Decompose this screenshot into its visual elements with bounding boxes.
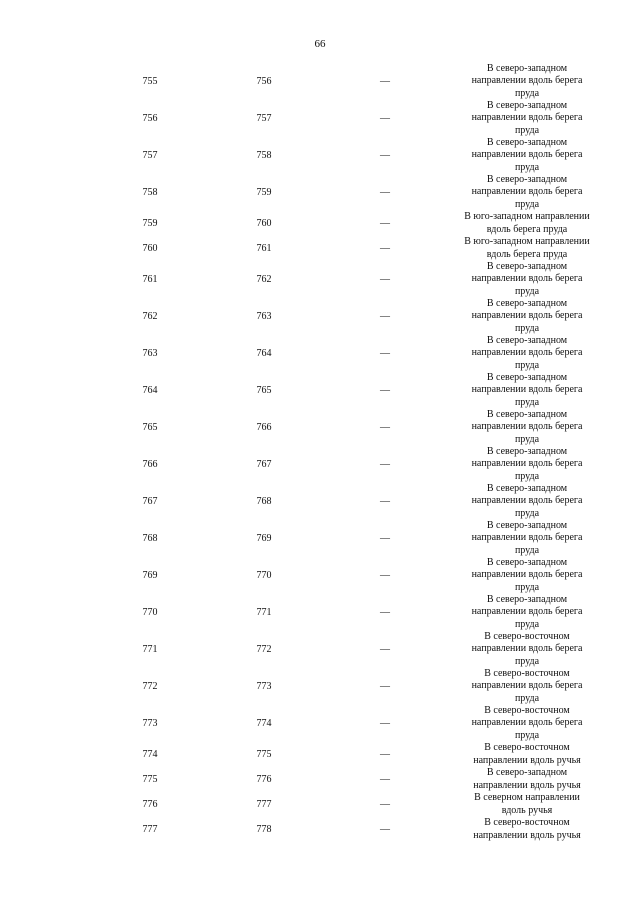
direction-description: В северо-западном направлении вдоль берега пруда	[471, 409, 583, 445]
distance-dash: —	[380, 718, 390, 729]
table-row	[0, 483, 640, 520]
distance-dash: —	[380, 824, 390, 835]
distance-dash: —	[380, 187, 390, 198]
point-to: 778	[256, 824, 272, 835]
distance-dash: —	[380, 311, 390, 322]
direction-description: В северо-восточном направлении вдоль берега пруда	[471, 705, 583, 741]
point-to: 765	[256, 385, 272, 396]
point-from: 766	[142, 459, 158, 470]
table-row	[0, 668, 640, 705]
point-to: 764	[256, 348, 272, 359]
table-row	[0, 261, 640, 298]
point-to: 773	[256, 681, 272, 692]
distance-dash: —	[380, 749, 390, 760]
point-to: 759	[256, 187, 272, 198]
table-row	[0, 594, 640, 631]
distance-dash: —	[380, 243, 390, 254]
table-row	[0, 137, 640, 174]
point-from: 761	[142, 274, 158, 285]
point-from: 769	[142, 570, 158, 581]
boundary-table	[0, 63, 640, 842]
point-from: 762	[142, 311, 158, 322]
table-row	[0, 742, 640, 767]
direction-description: В северо-западном направлении вдоль берега пруда	[471, 63, 583, 99]
direction-description: В северо-восточном направлении вдоль ручья	[473, 742, 581, 766]
point-from: 759	[142, 218, 158, 229]
table-row	[0, 792, 640, 817]
point-to: 770	[256, 570, 272, 581]
point-to: 767	[256, 459, 272, 470]
point-to: 775	[256, 749, 272, 760]
point-from: 758	[142, 187, 158, 198]
distance-dash: —	[380, 385, 390, 396]
point-from: 767	[142, 496, 158, 507]
point-from: 775	[142, 774, 158, 785]
point-to: 763	[256, 311, 272, 322]
direction-description: В юго-западном направлении вдоль берега пруда	[464, 236, 590, 260]
point-to: 771	[256, 607, 272, 618]
distance-dash: —	[380, 533, 390, 544]
distance-dash: —	[380, 496, 390, 507]
table-row	[0, 174, 640, 211]
table-row	[0, 557, 640, 594]
point-from: 763	[142, 348, 158, 359]
direction-description: В северном направлении вдоль ручья	[474, 792, 580, 816]
table-row	[0, 409, 640, 446]
distance-dash: —	[380, 607, 390, 618]
page-number: 66	[314, 38, 326, 50]
point-from: 765	[142, 422, 158, 433]
point-from: 771	[142, 644, 158, 655]
point-to: 769	[256, 533, 272, 544]
point-to: 757	[256, 113, 272, 124]
direction-description: В юго-западном направлении вдоль берега пруда	[464, 211, 590, 235]
table-row	[0, 520, 640, 557]
table-row	[0, 211, 640, 236]
distance-dash: —	[380, 422, 390, 433]
direction-description: В северо-западном направлении вдоль берега пруда	[471, 335, 583, 371]
point-from: 770	[142, 607, 158, 618]
distance-dash: —	[380, 274, 390, 285]
table-row	[0, 236, 640, 261]
direction-description: В северо-западном направлении вдоль берега пруда	[471, 100, 583, 136]
point-from: 773	[142, 718, 158, 729]
point-to: 774	[256, 718, 272, 729]
point-from: 774	[142, 749, 158, 760]
direction-description: В северо-восточном направлении вдоль берега пруда	[471, 668, 583, 704]
point-to: 776	[256, 774, 272, 785]
distance-dash: —	[380, 644, 390, 655]
point-to: 762	[256, 274, 272, 285]
direction-description: В северо-западном направлении вдоль берега пруда	[471, 174, 583, 210]
point-to: 758	[256, 150, 272, 161]
distance-dash: —	[380, 348, 390, 359]
distance-dash: —	[380, 570, 390, 581]
point-from: 776	[142, 799, 158, 810]
direction-description: В северо-восточном направлении вдоль ручья	[473, 817, 581, 841]
table-row	[0, 335, 640, 372]
distance-dash: —	[380, 799, 390, 810]
distance-dash: —	[380, 459, 390, 470]
direction-description: В северо-западном направлении вдоль ручья	[473, 767, 581, 791]
point-to: 766	[256, 422, 272, 433]
distance-dash: —	[380, 218, 390, 229]
point-from: 755	[142, 76, 158, 87]
table-row	[0, 817, 640, 842]
distance-dash: —	[380, 681, 390, 692]
point-to: 772	[256, 644, 272, 655]
direction-description: В северо-западном направлении вдоль берега пруда	[471, 298, 583, 334]
table-row	[0, 372, 640, 409]
direction-description: В северо-западном направлении вдоль берега пруда	[471, 483, 583, 519]
point-from: 768	[142, 533, 158, 544]
point-to: 756	[256, 76, 272, 87]
table-row	[0, 446, 640, 483]
distance-dash: —	[380, 76, 390, 87]
point-from: 756	[142, 113, 158, 124]
point-from: 760	[142, 243, 158, 254]
table-row	[0, 63, 640, 100]
distance-dash: —	[380, 774, 390, 785]
distance-dash: —	[380, 113, 390, 124]
point-to: 760	[256, 218, 272, 229]
table-row	[0, 705, 640, 742]
distance-dash: —	[380, 150, 390, 161]
direction-description: В северо-западном направлении вдоль берега пруда	[471, 446, 583, 482]
direction-description: В северо-западном направлении вдоль берега пруда	[471, 557, 583, 593]
point-to: 761	[256, 243, 272, 254]
table-row	[0, 767, 640, 792]
table-row	[0, 631, 640, 668]
point-to: 777	[256, 799, 272, 810]
point-from: 777	[142, 824, 158, 835]
direction-description: В северо-западном направлении вдоль берега пруда	[471, 261, 583, 297]
point-from: 764	[142, 385, 158, 396]
direction-description: В северо-западном направлении вдоль берега пруда	[471, 137, 583, 173]
point-from: 757	[142, 150, 158, 161]
direction-description: В северо-западном направлении вдоль берега пруда	[471, 594, 583, 630]
table-row	[0, 100, 640, 137]
point-to: 768	[256, 496, 272, 507]
direction-description: В северо-восточном направлении вдоль берега пруда	[471, 631, 583, 667]
direction-description: В северо-западном направлении вдоль берега пруда	[471, 372, 583, 408]
direction-description: В северо-западном направлении вдоль берега пруда	[471, 520, 583, 556]
point-from: 772	[142, 681, 158, 692]
table-row	[0, 298, 640, 335]
